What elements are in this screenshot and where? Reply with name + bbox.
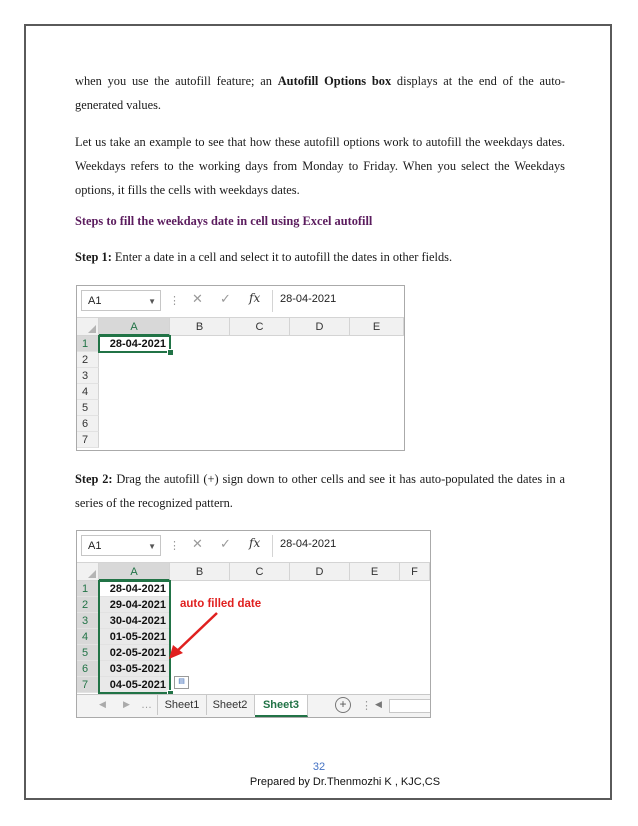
tab-sheet1[interactable]: Sheet1 — [157, 695, 207, 715]
sheet-tab-bar — [77, 694, 430, 717]
row-header[interactable]: 3 — [77, 368, 99, 384]
cell-a7[interactable]: 04-05-2021 — [99, 677, 170, 693]
cell-a1[interactable]: 28-04-2021 — [99, 336, 170, 352]
row-header[interactable]: 7 — [77, 432, 99, 448]
tab-sheet2[interactable]: Sheet2 — [206, 695, 255, 715]
function-icon[interactable]: fx — [249, 291, 261, 305]
step1-text: Enter a date in a cell and select it to autofill the dates in other fields. — [111, 250, 453, 264]
enter-icon[interactable]: ✓ — [220, 536, 231, 551]
intro-text-bold: Autofill Options box — [277, 74, 392, 88]
column-header-b[interactable]: B — [170, 318, 230, 336]
function-icon[interactable]: fx — [249, 536, 261, 550]
row-header[interactable]: 2 — [77, 597, 99, 613]
step2-label: Step 2: — [75, 472, 113, 486]
dropdown-icon: ▼ — [148, 297, 156, 306]
intro-paragraph — [75, 69, 565, 117]
enter-icon[interactable]: ✓ — [220, 291, 231, 306]
hscroll-left-icon[interactable]: ◀ — [375, 699, 382, 709]
cancel-icon[interactable]: ✕ — [192, 291, 203, 306]
tab-sheet3[interactable]: Sheet3 — [255, 695, 308, 717]
column-header-a[interactable]: A — [99, 563, 170, 581]
cancel-icon[interactable]: ✕ — [192, 536, 203, 551]
cell-a1[interactable]: 28-04-2021 — [99, 581, 170, 597]
formula-bar — [77, 531, 430, 563]
row-header[interactable]: 2 — [77, 352, 99, 368]
name-box[interactable] — [81, 535, 161, 556]
column-header-a[interactable]: A — [99, 318, 170, 336]
row-header[interactable]: 1 — [77, 581, 99, 597]
scroll-right-icon[interactable]: ▶ — [123, 699, 130, 709]
dropdown-icon: ▼ — [148, 542, 156, 551]
annotation-label: auto filled date — [180, 598, 262, 610]
section-heading: Steps to fill the weekdays date in cell using Excel autofill — [75, 214, 373, 228]
autofill-options-icon[interactable]: ▤ — [174, 676, 189, 689]
name-box[interactable] — [81, 290, 161, 311]
fill-handle[interactable] — [167, 349, 174, 356]
formula-bar — [77, 286, 404, 318]
excel-screenshot-1 — [76, 285, 405, 451]
row-header[interactable]: 5 — [77, 400, 99, 416]
cell-a4[interactable]: 01-05-2021 — [99, 629, 170, 645]
cell-a5[interactable]: 02-05-2021 — [99, 645, 170, 661]
scroll-left-icon[interactable]: ◀ — [99, 699, 106, 709]
step1-paragraph — [75, 245, 565, 269]
name-box-value: A1 — [88, 295, 102, 307]
prepared-by: Prepared by Dr.Thenmozhi K , KJC,CS — [249, 776, 441, 788]
tab-bar-divider-icon: ⋮ — [361, 700, 372, 712]
annotation-arrow-icon — [167, 609, 227, 661]
column-header-d[interactable]: D — [290, 563, 350, 581]
row-header[interactable]: 7 — [77, 677, 99, 693]
column-header-e[interactable]: E — [350, 318, 404, 336]
column-header-f[interactable]: F — [400, 563, 430, 581]
separator-icon: ⋮ — [169, 540, 180, 552]
column-header-e[interactable]: E — [350, 563, 400, 581]
step2-paragraph — [75, 467, 565, 515]
column-header-c[interactable]: C — [230, 318, 290, 336]
cell-a6[interactable]: 03-05-2021 — [99, 661, 170, 677]
excel-screenshot-2 — [76, 530, 431, 718]
column-header-b[interactable]: B — [170, 563, 230, 581]
row-header[interactable]: 4 — [77, 629, 99, 645]
column-header-c[interactable]: C — [230, 563, 290, 581]
cell-a2[interactable]: 29-04-2021 — [99, 597, 170, 613]
formula-value[interactable]: 28-04-2021 — [280, 538, 337, 550]
intro-text-post: displays at the end of the auto-generated values. — [75, 74, 566, 112]
select-all-corner[interactable] — [77, 318, 99, 336]
formula-value[interactable]: 28-04-2021 — [280, 293, 337, 305]
example-paragraph: Let us take an example to see that how these autofill options work to autofill the weekdays dates. Weekdays refers to the working days from Monday to Friday. When you select the Weekdays options, it fills the cells with weekdays dates. — [75, 135, 565, 197]
select-all-corner[interactable] — [77, 563, 99, 581]
formula-divider — [272, 535, 273, 557]
row-header[interactable]: 5 — [77, 645, 99, 661]
cell-a3[interactable]: 30-04-2021 — [99, 613, 170, 629]
separator-icon: ⋮ — [169, 295, 180, 307]
row-header[interactable]: 3 — [77, 613, 99, 629]
column-header-d[interactable]: D — [290, 318, 350, 336]
add-sheet-icon[interactable]: + — [335, 697, 351, 713]
step1-label: Step 1: — [75, 250, 112, 264]
horizontal-scrollbar[interactable] — [389, 699, 431, 713]
selection-box — [98, 335, 171, 353]
row-header[interactable]: 6 — [77, 661, 99, 677]
formula-divider — [272, 290, 273, 312]
intro-text-pre: when you use the autofill feature; an — [75, 74, 278, 88]
selection-box — [98, 580, 171, 694]
step2-text: Drag the autofill (+) sign down to other cells and see it has auto-populated the dates in a series of the recognized pattern. — [75, 472, 565, 510]
tab-separator-icon: … — [141, 699, 152, 711]
name-box-value: A1 — [88, 540, 102, 552]
row-header[interactable]: 6 — [77, 416, 99, 432]
row-header[interactable]: 1 — [77, 336, 99, 352]
row-header[interactable]: 4 — [77, 384, 99, 400]
page-number: 32 — [312, 761, 326, 773]
